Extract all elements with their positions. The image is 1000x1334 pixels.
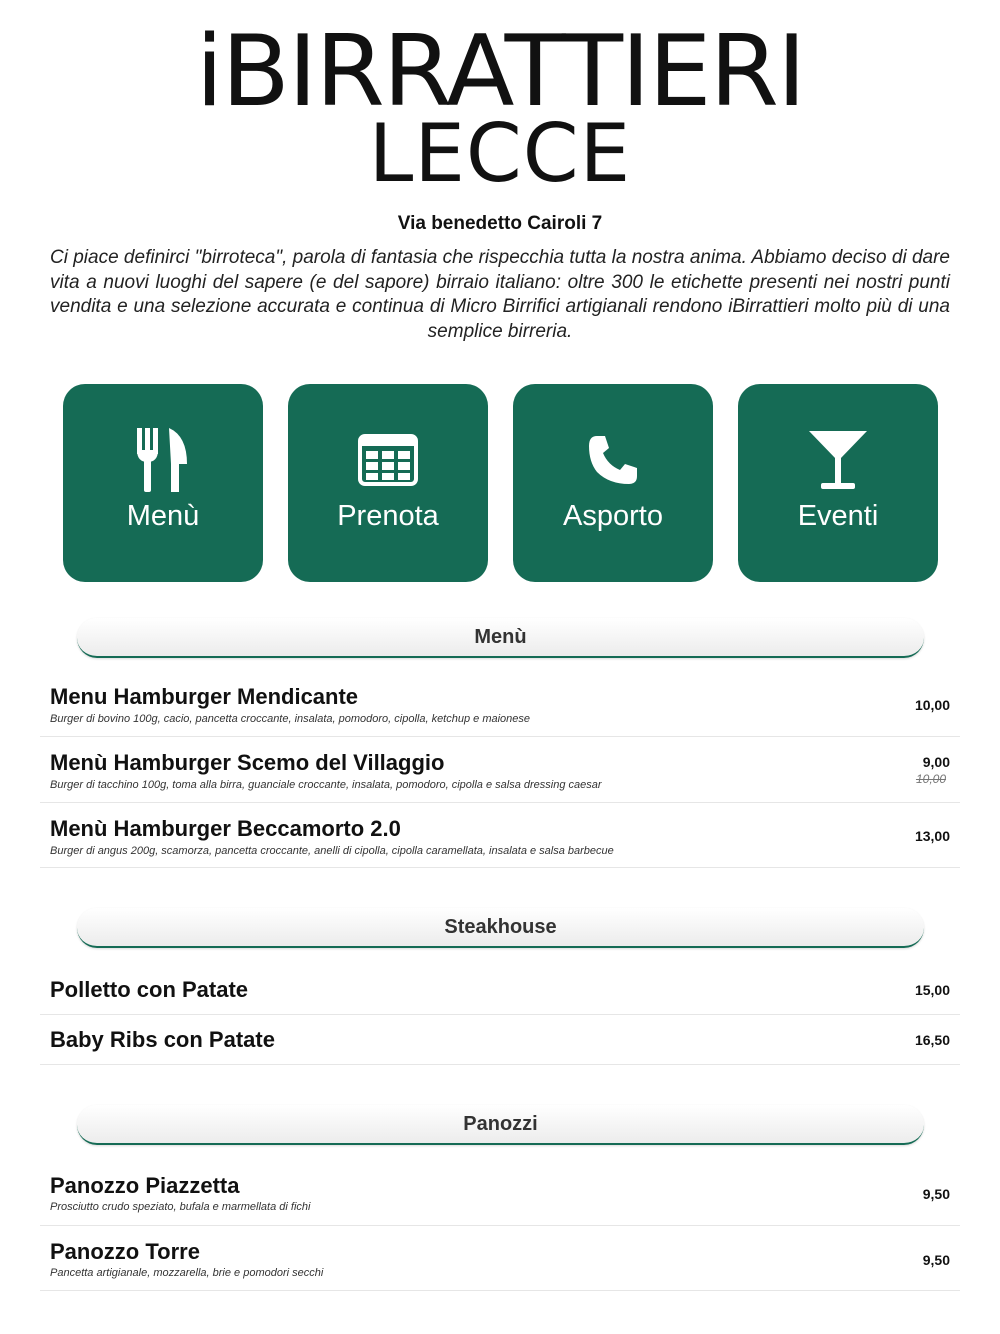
tile-asporto-label: Asporto [563,500,663,532]
tile-menu-label: Menù [126,500,200,532]
section-header-panozzi[interactable]: Panozzi [77,1105,924,1145]
tile-menu[interactable] [63,384,263,582]
item-name: Panozzo Piazzetta [50,1173,240,1198]
menu-item[interactable] [40,737,960,803]
item-price: 9,50 [922,1186,950,1202]
section-header-menu[interactable]: Menù [77,618,924,658]
item-old-price: 10,00 [915,772,946,786]
cocktail-icon [738,428,938,492]
menu-item[interactable] [40,676,960,737]
item-name: Menu Hamburger Mendicante [50,684,359,709]
menu-item[interactable] [40,803,960,868]
item-name: Menù Hamburger Beccamorto 2.0 [50,816,401,841]
item-description: Burger di angus 200g, scamorza, pancetta croccante, anelli di cipolla, cipolla caramellata, insalata e salsa barbecue [50,845,614,857]
logo-subtitle: LECCE [368,107,632,200]
tile-prenota[interactable] [288,384,488,582]
item-price: 13,00 [914,828,950,844]
item-description: Burger di bovino 100g, cacio, pancetta croccante, insalata, pomodoro, cipolla, ketchup e maionese [50,713,531,725]
item-price: 9,00 [922,754,950,770]
item-description: Pancetta artigianale, mozzarella, brie e pomodori secchi [50,1267,324,1279]
item-description: Burger di tacchino 100g, toma alla birra, guanciale croccante, insalata, pomodoro, cipolla e salsa dressing caesar [50,779,602,791]
address: Via benedetto Cairoli 7 [397,213,603,234]
section-header-steakhouse[interactable]: Steakhouse [77,908,924,948]
menu-item[interactable] [40,1162,960,1226]
menu-item[interactable] [40,966,960,1015]
item-price: 16,50 [914,1032,950,1048]
calendar-icon [288,428,488,492]
tile-eventi-label: Eventi [797,500,879,532]
logo-title: iBIRRATTIERI [195,15,805,129]
tile-asporto[interactable] [513,384,713,582]
item-description: Prosciutto crudo speziato, bufala e marmellata di fichi [50,1201,311,1213]
phone-icon [513,428,713,492]
item-name: Baby Ribs con Patate [50,1027,275,1052]
item-price: 15,00 [914,982,950,998]
item-price: 9,50 [922,1252,950,1268]
intro-text: Ci piace definirci "birroteca", parola di fantasia che rispecchia tutta la nostra anima. Abbiamo deciso di dare vita a nuovi luoghi del sapere (e del sapore) birraio italiano: oltre 300 le etichette presenti nei nostri punti vendita e una selezione accurata e continua di Micro Birrifici artigianali rendono iBirrattieri molto più di una semplice birreria. [50,247,950,342]
tile-eventi[interactable] [738,384,938,582]
menu-item[interactable] [40,1226,960,1291]
item-name: Menù Hamburger Scemo del Villaggio [50,750,445,775]
item-name: Polletto con Patate [50,977,249,1002]
item-price: 10,00 [914,697,950,713]
item-name: Panozzo Torre [50,1239,200,1264]
cutlery-icon [63,428,263,492]
menu-item[interactable] [40,1015,960,1065]
tile-prenota-label: Prenota [337,500,439,532]
nav-tiles [63,384,939,584]
